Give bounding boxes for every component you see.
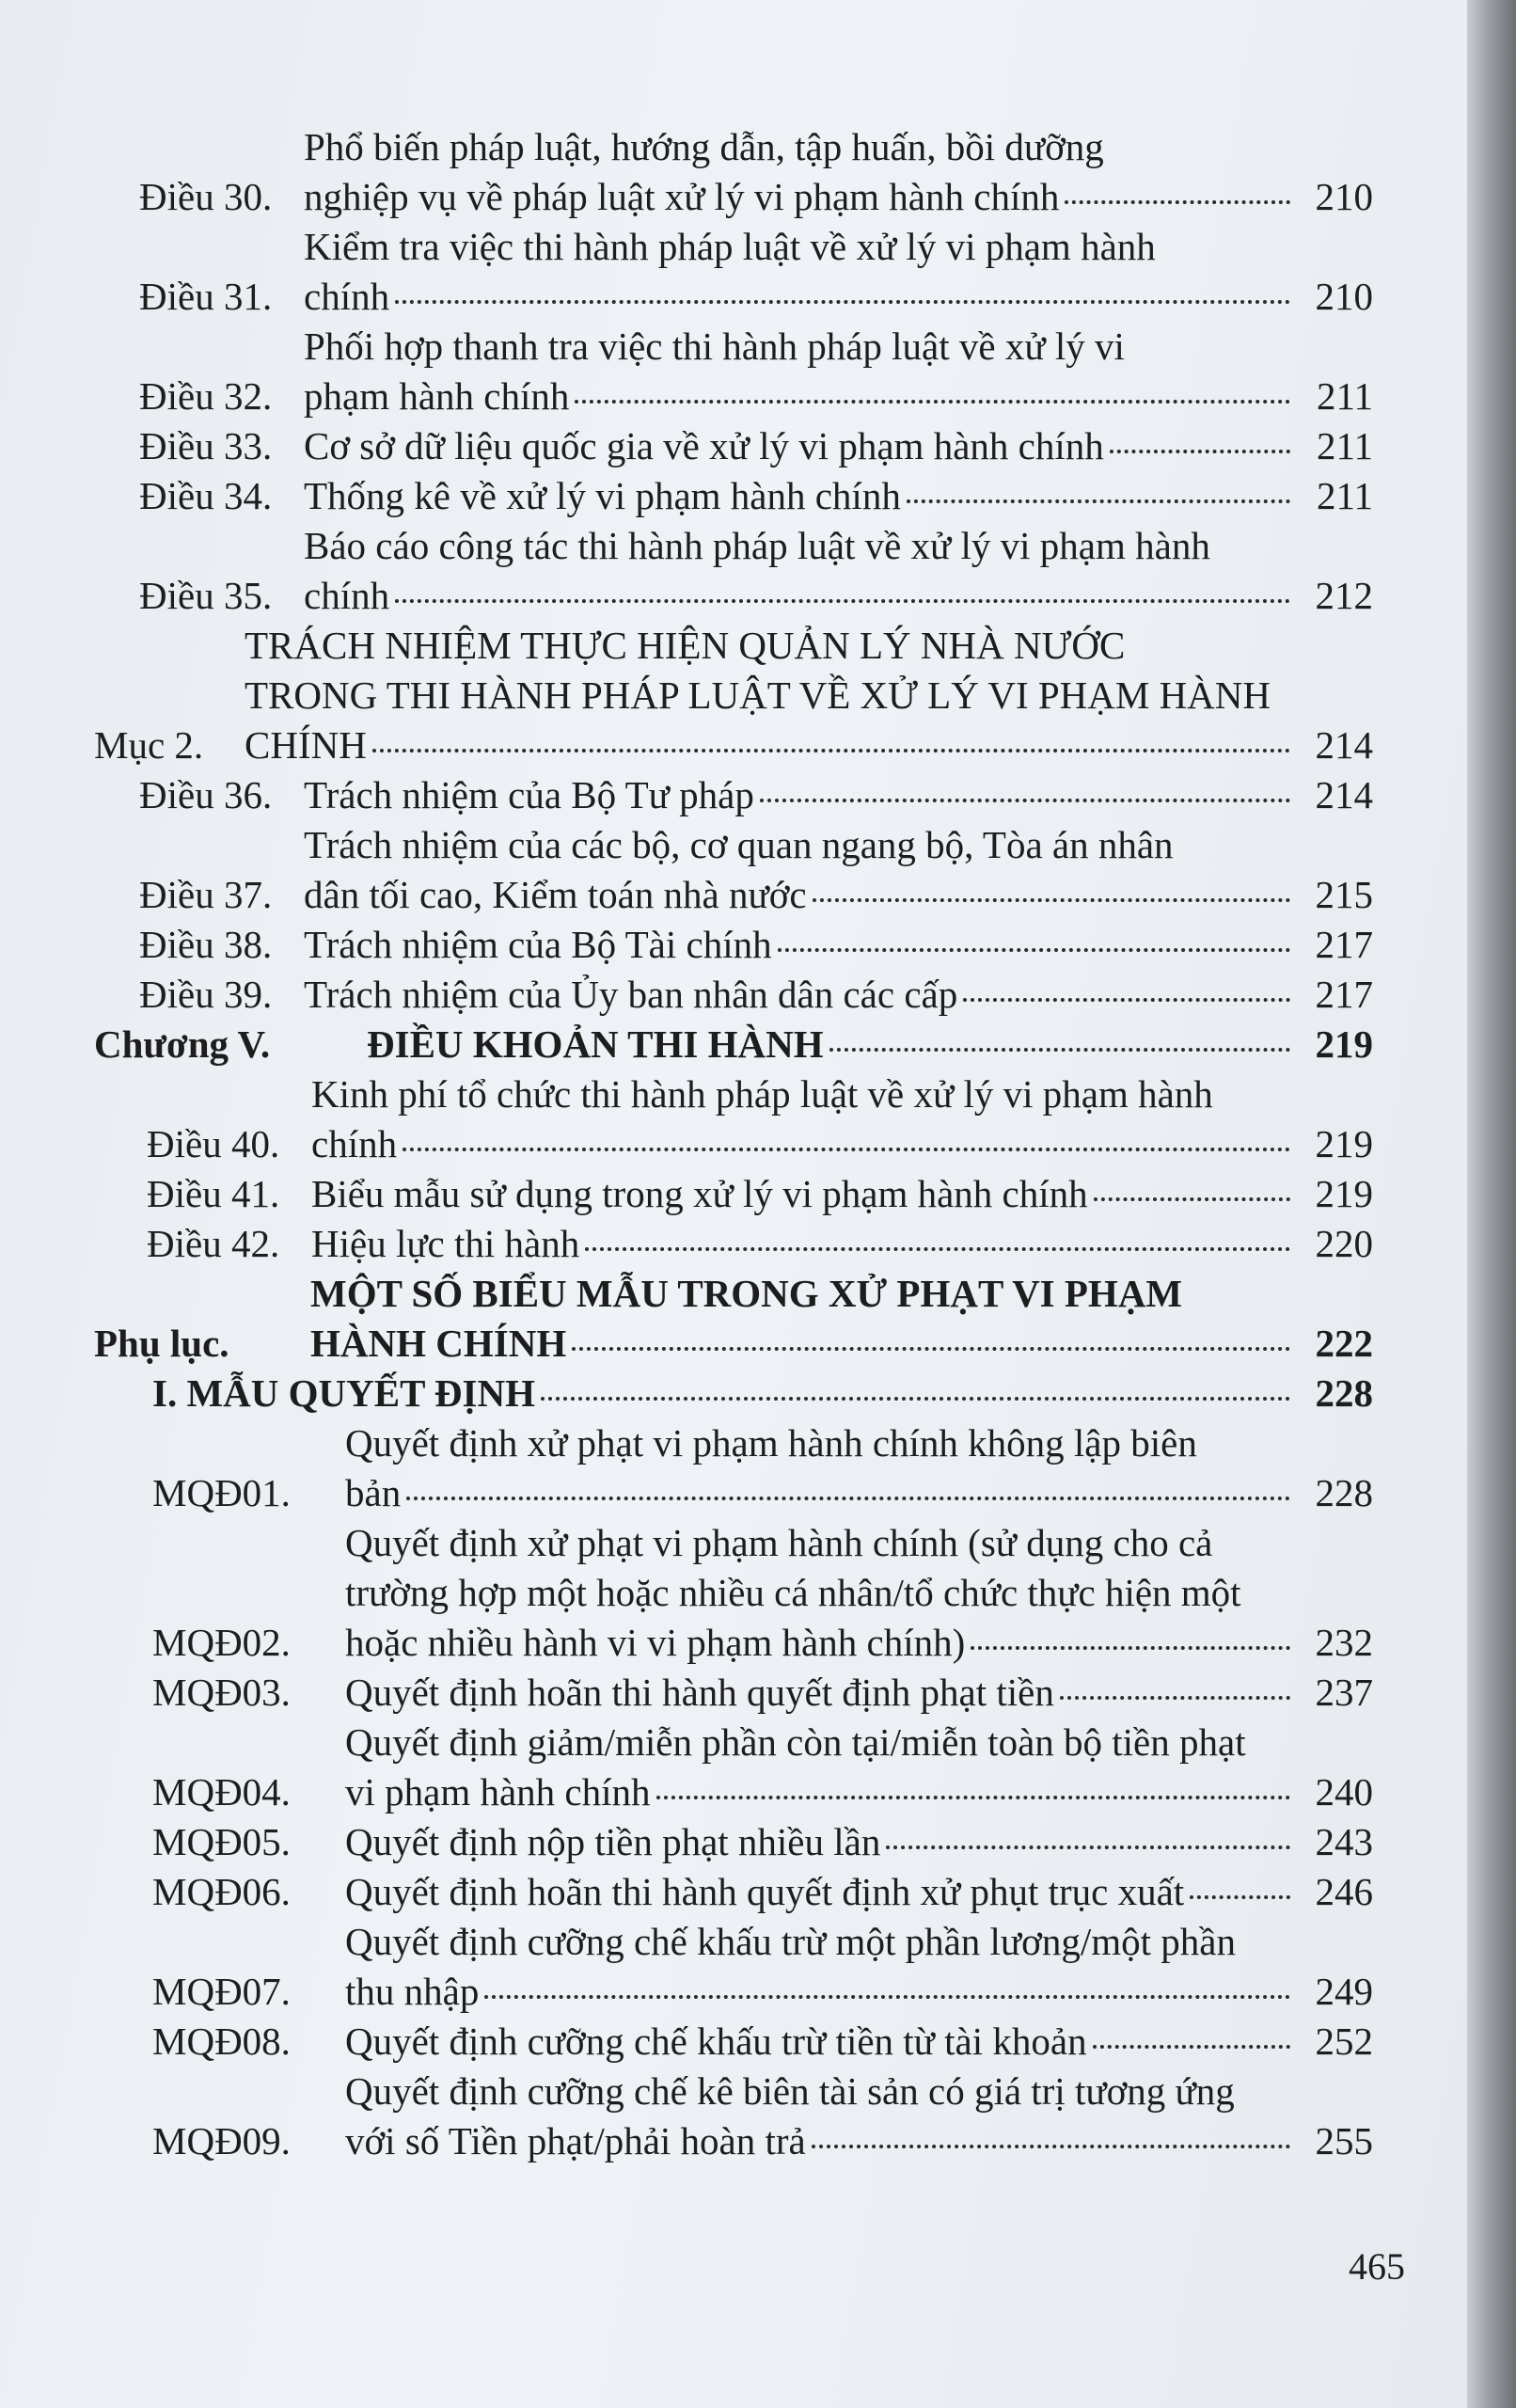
dot-leader <box>1190 1886 1290 1899</box>
entry-title-line-1: Quyết định cưỡng chế kê biên tài sản có giá trị tương ứng <box>345 2069 1235 2113</box>
toc-entry-dieu-40 <box>94 1069 1373 1169</box>
dot-leader <box>813 889 1290 902</box>
entry-number: MQĐ02. <box>152 1621 291 1664</box>
entry-page-number: 255 <box>1315 2119 1373 2162</box>
dot-leader <box>406 1487 1290 1500</box>
entry-number: Điều 31. <box>139 275 273 318</box>
entry-title-line-2: trường hợp một hoặc nhiều cá nhân/tổ chức thực hiện một <box>345 1571 1241 1614</box>
toc-entry-mqd-08 <box>94 2017 1373 2067</box>
entry-page-number: 240 <box>1315 1770 1373 1814</box>
dot-leader <box>572 1338 1290 1351</box>
toc-entry-dieu-42 <box>94 1219 1373 1269</box>
entry-title-line-2: TRONG THI HÀNH PHÁP LUẬT VỀ XỬ LÝ VI PHẠM HÀNH <box>245 673 1271 717</box>
dot-leader <box>395 291 1290 304</box>
entry-title-line-1: Phối hợp thanh tra việc thi hành pháp luật về xử lý vi <box>304 325 1125 368</box>
entry-title-line-1: Quyết định cưỡng chế khấu trừ tiền từ tài khoản <box>345 2020 1087 2063</box>
entry-title-line-2: HÀNH CHÍNH <box>310 1322 567 1365</box>
toc-entry-dieu-30 <box>94 122 1373 222</box>
toc-entry-mqd-02 <box>94 1518 1373 1668</box>
toc-entry-dieu-39 <box>94 970 1373 1020</box>
entry-title-line-1: Hiệu lực thi hành <box>311 1222 580 1265</box>
entry-title-line-1: Quyết định xử phạt vi phạm hành chính không lập biên <box>345 1421 1197 1465</box>
toc-entry-dieu-37 <box>94 820 1373 920</box>
entry-page-number: 228 <box>1315 1471 1373 1514</box>
entry-title-line-1: Quyết định cưỡng chế khấu trừ một phần lương/một phần <box>345 1920 1236 1963</box>
dot-leader <box>395 590 1290 603</box>
entry-title-line-2: phạm hành chính <box>304 374 570 418</box>
entry-page-number: 252 <box>1315 2020 1373 2063</box>
dot-leader <box>541 1387 1290 1401</box>
toc-entry-mqd-01 <box>94 1418 1373 1518</box>
toc-entry-mqd-03 <box>94 1668 1373 1718</box>
entry-number: Điều 42. <box>147 1222 280 1265</box>
entry-number: MQĐ03. <box>152 1671 291 1714</box>
entry-number: MQĐ01. <box>152 1471 291 1514</box>
entry-number: Điều 38. <box>139 923 273 966</box>
entry-title-line-1: Trách nhiệm của Bộ Tài chính <box>304 923 772 966</box>
dot-leader <box>1094 1188 1290 1201</box>
entry-title-line-1: Thống kê về xử lý vi phạm hành chính <box>304 474 901 517</box>
toc-entry-muc-2 <box>94 621 1373 770</box>
entry-title-line-2: chính <box>304 275 390 318</box>
entry-title-line-1: Quyết định giảm/miễn phần còn tại/miễn toàn bộ tiền phạt <box>345 1720 1246 1764</box>
entry-page-number: 222 <box>1315 1322 1373 1365</box>
toc-entry-dieu-34 <box>94 471 1373 521</box>
entry-page-number: 217 <box>1315 973 1373 1016</box>
toc-entry-dieu-33 <box>94 421 1373 471</box>
entry-number: Điều 32. <box>139 374 273 418</box>
entry-page-number: 210 <box>1315 275 1373 318</box>
entry-page-number: 219 <box>1315 1122 1373 1165</box>
entry-title-line-1: MỘT SỐ BIỂU MẪU TRONG XỬ PHẠT VI PHẠM <box>310 1272 1183 1315</box>
entry-number: Điều 41. <box>147 1172 280 1215</box>
toc-entry-dieu-32 <box>94 322 1373 421</box>
entry-title-line-1: Kiểm tra việc thi hành pháp luật về xử lý vi phạm hành <box>304 225 1156 268</box>
entry-number: Điều 34. <box>139 474 273 517</box>
entry-page-number: 217 <box>1315 923 1373 966</box>
dot-leader <box>907 490 1290 503</box>
dot-leader <box>812 2135 1290 2148</box>
toc-entry-mqd-06 <box>94 1867 1373 1917</box>
entry-title-line-1: Phổ biến pháp luật, hướng dẫn, tập huấn, bồi dưỡng <box>304 125 1104 168</box>
dot-leader <box>575 390 1290 404</box>
entry-title-line-1: Trách nhiệm của Bộ Tư pháp <box>304 773 754 816</box>
entry-title-line-1: Trách nhiệm của các bộ, cơ quan ngang bộ, Tòa án nhân <box>304 823 1174 866</box>
dot-leader <box>963 989 1290 1002</box>
dot-leader <box>585 1238 1290 1251</box>
entry-page-number: 212 <box>1315 574 1373 617</box>
dot-leader <box>886 1836 1290 1849</box>
entry-page-number: 211 <box>1317 474 1373 517</box>
entry-title-line-2: thu nhập <box>345 1970 480 2013</box>
toc-entry-dieu-31 <box>94 222 1373 322</box>
toc-entry-section-1 <box>94 1369 1373 1418</box>
entry-page-number: 246 <box>1315 1870 1373 1913</box>
toc-entry-mqd-04 <box>94 1718 1373 1817</box>
entry-title-line-1: Trách nhiệm của Ủy ban nhân dân các cấp <box>304 973 958 1016</box>
dot-leader <box>1065 191 1290 204</box>
entry-title-line-1: I. MẪU QUYẾT ĐỊNH <box>152 1371 535 1415</box>
dot-leader <box>778 939 1290 952</box>
entry-title-line-1: TRÁCH NHIỆM THỰC HIỆN QUẢN LÝ NHÀ NƯỚC <box>245 624 1126 667</box>
dot-leader <box>372 739 1290 752</box>
toc-entry-mqd-05 <box>94 1817 1373 1867</box>
entry-title-line-1: Quyết định hoãn thi hành quyết định phạt tiền <box>345 1671 1054 1714</box>
toc-entry-dieu-36 <box>94 770 1373 820</box>
entry-page-number: 237 <box>1315 1671 1373 1714</box>
entry-page-number: 215 <box>1315 873 1373 916</box>
entry-number: Mục 2. <box>94 723 204 767</box>
entry-number: MQĐ07. <box>152 1970 291 2013</box>
toc-entry-phu-luc <box>94 1269 1373 1369</box>
dot-leader <box>829 1038 1290 1052</box>
entry-title-line-1: Quyết định nộp tiền phạt nhiều lần <box>345 1820 881 1863</box>
entry-title-line-2: dân tối cao, Kiểm toán nhà nước <box>304 873 807 916</box>
toc-entry-dieu-41 <box>94 1169 1373 1219</box>
entry-page-number: 228 <box>1315 1371 1373 1415</box>
entry-number: Điều 35. <box>139 574 273 617</box>
entry-number: MQĐ05. <box>152 1820 291 1863</box>
entry-title-line-2: chính <box>311 1122 398 1165</box>
entry-number: Chương V. <box>94 1022 271 1066</box>
entry-number: Điều 36. <box>139 773 273 816</box>
entry-number: Điều 30. <box>139 175 273 218</box>
page-stack-edge <box>1467 0 1516 2408</box>
entry-page-number: 232 <box>1315 1621 1373 1664</box>
entry-title-line-1: Quyết định hoãn thi hành quyết định xử phụt trục xuất <box>345 1870 1185 1913</box>
dot-leader <box>656 1786 1290 1799</box>
toc-entry-mqd-07 <box>94 1917 1373 2017</box>
entry-page-number: 219 <box>1315 1022 1373 1066</box>
entry-page-number: 219 <box>1315 1172 1373 1215</box>
entry-title-line-1: Biểu mẫu sử dụng trong xử lý vi phạm hành chính <box>311 1172 1088 1215</box>
entry-title-line-1: Báo cáo công tác thi hành pháp luật về xử lý vi phạm hành <box>304 524 1210 567</box>
dot-leader <box>1093 2036 1290 2049</box>
entry-page-number: 210 <box>1315 175 1373 218</box>
entry-number: MQĐ08. <box>152 2020 291 2063</box>
entry-title-line-1: Quyết định xử phạt vi phạm hành chính (sử dụng cho cả <box>345 1521 1213 1564</box>
toc-entry-chuong-5 <box>94 1020 1373 1069</box>
entry-title-line-2: vi phạm hành chính <box>345 1770 651 1814</box>
entry-title-line-2: nghiệp vụ về pháp luật xử lý vi phạm hành chính <box>304 175 1060 218</box>
entry-page-number: 211 <box>1317 424 1373 467</box>
entry-number: Điều 33. <box>139 424 273 467</box>
entry-page-number: 243 <box>1315 1820 1373 1863</box>
entry-number: MQĐ04. <box>152 1770 291 1814</box>
entry-title-line-1: Kinh phí tổ chức thi hành pháp luật về xử lý vi phạm hành <box>311 1072 1213 1116</box>
entry-number: Điều 40. <box>147 1122 280 1165</box>
entry-page-number: 249 <box>1315 1970 1373 2013</box>
entry-number: Điều 37. <box>139 873 273 916</box>
entry-page-number: 214 <box>1315 723 1373 767</box>
dot-leader <box>760 789 1290 802</box>
page-number: 465 <box>1349 2245 1405 2288</box>
toc-entry-dieu-35 <box>94 521 1373 621</box>
entry-title-line-2: bản <box>345 1471 402 1514</box>
entry-title-line-2: với số Tiền phạt/phải hoàn trả <box>345 2119 806 2162</box>
table-of-contents <box>94 122 1373 2166</box>
dot-leader <box>403 1138 1290 1151</box>
dot-leader <box>484 1986 1290 1999</box>
entry-title-line-1: ĐIỀU KHOẢN THI HÀNH <box>367 1022 824 1066</box>
toc-entry-dieu-38 <box>94 920 1373 970</box>
entry-page-number: 211 <box>1317 374 1373 418</box>
entry-title-line-2: chính <box>304 574 390 617</box>
entry-title-line-3: CHÍNH <box>245 723 367 767</box>
entry-title-line-1: Cơ sở dữ liệu quốc gia về xử lý vi phạm hành chính <box>304 424 1104 467</box>
entry-number: MQĐ06. <box>152 1870 291 1913</box>
entry-page-number: 214 <box>1315 773 1373 816</box>
entry-number: Điều 39. <box>139 973 273 1016</box>
entry-title-line-3: hoặc nhiều hành vi vi phạm hành chính) <box>345 1621 966 1664</box>
entry-number: MQĐ09. <box>152 2119 291 2162</box>
dot-leader <box>1060 1687 1290 1700</box>
entry-number: Phụ lục. <box>94 1322 229 1365</box>
dot-leader <box>971 1637 1290 1650</box>
toc-entry-mqd-09 <box>94 2067 1373 2166</box>
dot-leader <box>1110 440 1290 453</box>
entry-page-number: 220 <box>1315 1222 1373 1265</box>
